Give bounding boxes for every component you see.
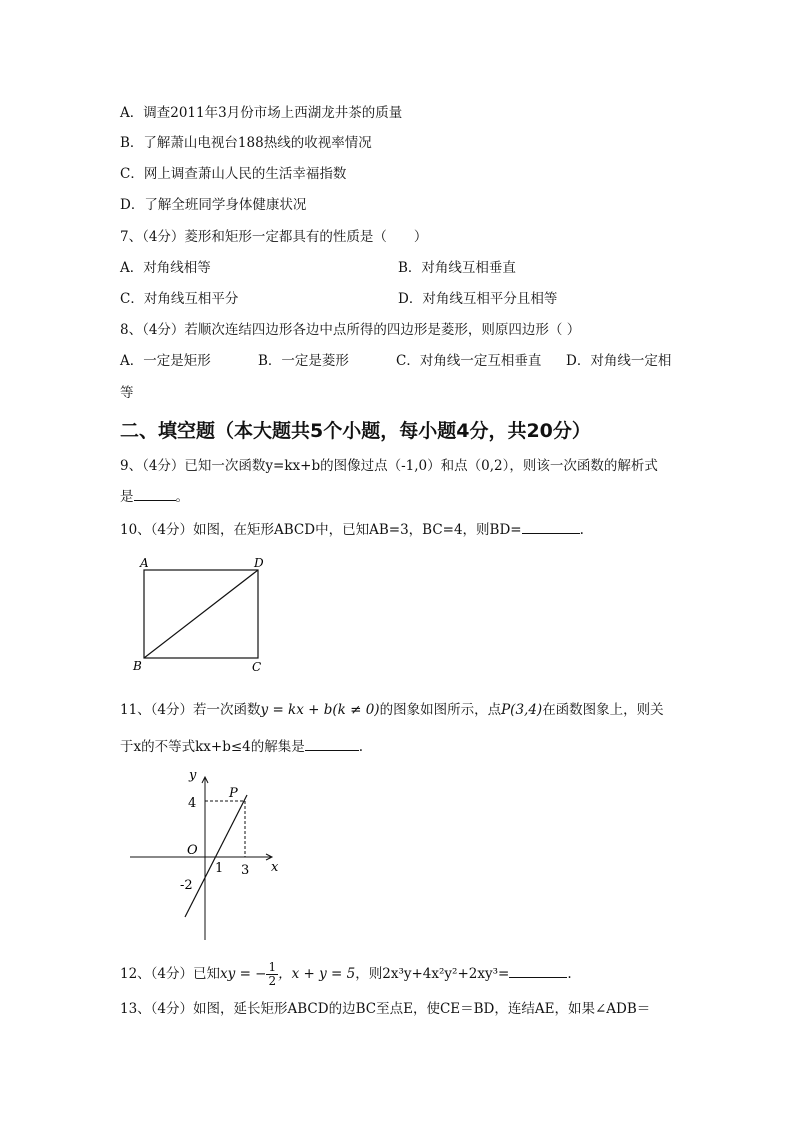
q8-option-a: A．一定是矩形 bbox=[120, 353, 211, 369]
q11-line2-text: 于x的不等式kx+b≤4的解集是 bbox=[120, 739, 305, 755]
q8-option-c: C．对角线一定互相垂直 bbox=[396, 353, 542, 369]
q9-line1: 9、（4分）已知一次函数y=kx+b的图像过点（-1,0）和点（0,2），则该一次函数的解析式 bbox=[120, 458, 658, 474]
tick-label-yneg2: -2 bbox=[180, 878, 193, 893]
q12-answer-blank[interactable] bbox=[509, 965, 567, 978]
q12-denominator: 2 bbox=[268, 974, 277, 988]
q10-stem-end: . bbox=[579, 522, 584, 538]
q8-option-d: D．对角线一定相 bbox=[566, 353, 672, 369]
q12-pre: 12、（4分）已知 bbox=[120, 966, 221, 982]
q12-condition: ，x + y = 5 bbox=[278, 966, 356, 982]
diagonal-bd bbox=[144, 570, 258, 658]
q9-line2 bbox=[120, 488, 189, 506]
q8-stem: 8、（4分）若顺次连结四边形各边中点所得的四边形是菱形，则原四边形（ ） bbox=[120, 322, 581, 338]
q7-option-b: B．对角线互相垂直 bbox=[398, 260, 516, 276]
q11-pre: 11、（4分）若一次函数 bbox=[120, 702, 261, 718]
label-c: C bbox=[252, 660, 262, 674]
linear-function-graph bbox=[125, 764, 285, 944]
tick-label-x3: 3 bbox=[241, 863, 250, 878]
q11-line1 bbox=[120, 701, 664, 719]
q10-stem-text: 10、（4分）如图，在矩形ABCD中，已知AB=3，BC=4，则BD= bbox=[120, 522, 522, 538]
q10-answer-blank[interactable] bbox=[522, 521, 580, 534]
q7-stem: 7、（4分）菱形和矩形一定都具有的性质是（ ） bbox=[120, 229, 428, 245]
q12-line bbox=[120, 960, 572, 988]
q9-answer-blank[interactable] bbox=[134, 488, 176, 501]
q11-function: y = kx + b(k ≠ 0) bbox=[260, 702, 380, 718]
q6-option-c: C．网上调查萧山人民的生活幸福指数 bbox=[120, 166, 347, 182]
q8-option-d-continued: 等 bbox=[120, 385, 134, 401]
q11-line2 bbox=[120, 738, 363, 756]
label-a: A bbox=[140, 556, 149, 570]
q13-line1: 13、（4分）如图，延长矩形ABCD的边BC至点E，使CE＝BD，连结AE，如果∠ADB＝ bbox=[120, 1001, 651, 1017]
tick-label-x1: 1 bbox=[215, 861, 224, 876]
q12-post: ，则2x³y+4x²y²+2xy³= bbox=[355, 966, 510, 982]
rectangle-abcd-figure bbox=[128, 552, 278, 678]
label-d: D bbox=[254, 556, 264, 570]
q11-answer-blank[interactable] bbox=[305, 738, 359, 751]
q6-option-d: D．了解全班同学身体健康状况 bbox=[120, 197, 307, 213]
q7-option-a: A．对角线相等 bbox=[120, 260, 211, 276]
point-label-p: P bbox=[229, 786, 238, 801]
q12-numerator: 1 bbox=[268, 960, 277, 974]
q6-option-b: B．了解萧山电视台188热线的收视率情况 bbox=[120, 135, 372, 151]
origin-label: O bbox=[187, 843, 198, 858]
q9-line2-pre: 是 bbox=[120, 489, 134, 505]
q7-option-d: D．对角线互相平分且相等 bbox=[398, 291, 558, 307]
q12-xy: xy = − bbox=[220, 966, 267, 982]
q9-line2-post: 。 bbox=[175, 489, 189, 505]
q11-line2-end: . bbox=[358, 739, 364, 755]
label-b: B bbox=[133, 659, 142, 673]
q12-end: . bbox=[567, 966, 572, 982]
q12-fraction bbox=[266, 961, 278, 988]
tick-label-y4: 4 bbox=[188, 796, 197, 811]
q11-mid: 的图象如图所示，点 bbox=[379, 702, 502, 718]
axis-label-x: x bbox=[271, 860, 279, 875]
q11-point: P(3,4) bbox=[501, 702, 543, 718]
q10-stem bbox=[120, 521, 584, 539]
q7-option-c: C．对角线互相平分 bbox=[120, 291, 239, 307]
q11-post: 在函数图象上，则关 bbox=[542, 702, 664, 718]
q8-option-b: B．一定是菱形 bbox=[258, 353, 349, 369]
q6-option-a: A．调查2011年3月份市场上西湖龙井茶的质量 bbox=[120, 105, 403, 121]
section-title: 二、填空题（本大题共5个小题，每小题4分，共20分） bbox=[120, 420, 591, 442]
axis-label-y: y bbox=[189, 768, 197, 783]
